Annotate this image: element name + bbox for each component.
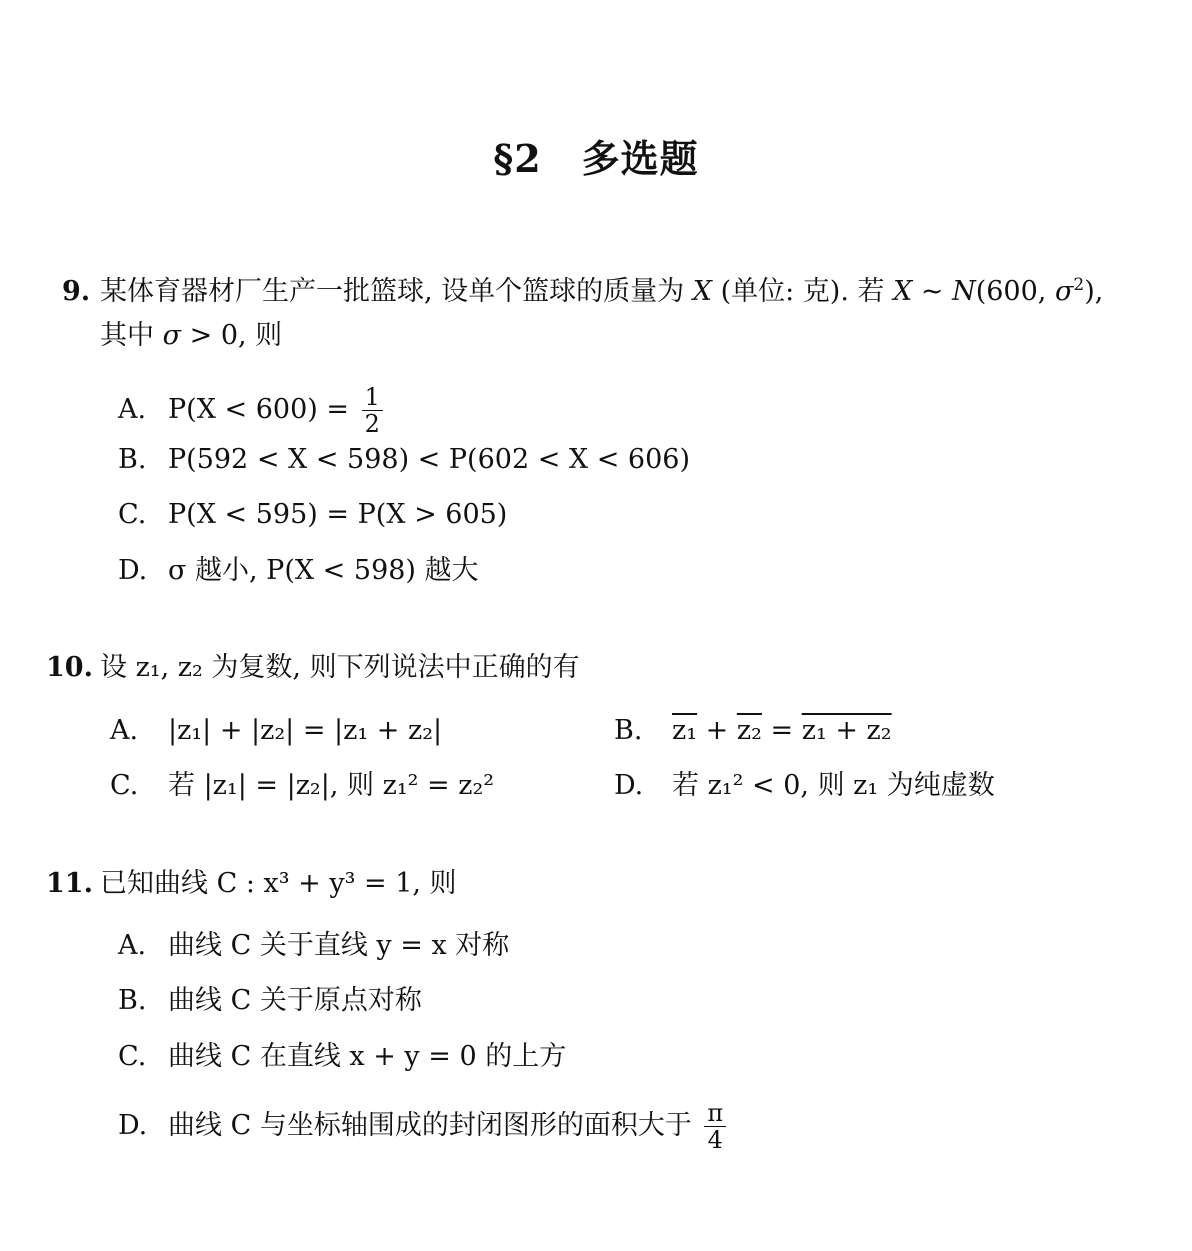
option-label: C. xyxy=(118,499,147,530)
math-var: σ xyxy=(162,320,182,351)
stem-text: (单位: 克). 若 xyxy=(711,276,894,307)
question-number: 11. xyxy=(46,868,93,899)
denominator: 2 xyxy=(364,410,380,438)
option-label: B. xyxy=(118,444,147,475)
math-var: N xyxy=(952,276,976,307)
option-label: D. xyxy=(614,770,644,801)
section-number: §2 xyxy=(493,136,542,181)
option-label: D. xyxy=(118,555,148,586)
option-c xyxy=(110,766,494,806)
numerator: π xyxy=(704,1100,726,1127)
option-text: 曲线 C 关于原点对称 xyxy=(168,985,422,1016)
option-a xyxy=(118,384,383,437)
math-var: X xyxy=(692,276,712,307)
stem-text: ), xyxy=(1084,276,1104,307)
math-op: + xyxy=(697,715,737,746)
question-number: 9. xyxy=(62,276,91,307)
option-c xyxy=(118,1037,566,1077)
math-var: σ xyxy=(1054,276,1074,307)
option-text: 曲线 C 关于直线 y = x 对称 xyxy=(168,930,510,961)
conjugate-z1: z₁ xyxy=(672,715,698,746)
option-text: P(X < 595) = P(X > 605) xyxy=(168,499,508,530)
question-number: 10. xyxy=(46,652,93,683)
option-a xyxy=(118,926,509,966)
option-label: B. xyxy=(614,715,643,746)
fraction xyxy=(704,1100,726,1153)
option-text: 曲线 C 在直线 x + y = 0 的上方 xyxy=(168,1041,567,1072)
option-a xyxy=(110,711,442,751)
option-d xyxy=(118,1100,726,1153)
option-d xyxy=(614,766,995,806)
option-c xyxy=(118,495,507,535)
stem-text: > 0, 则 xyxy=(181,320,283,351)
option-text: 曲线 C 与坐标轴围成的封闭图形的面积大于 xyxy=(168,1110,701,1141)
option-d xyxy=(118,551,479,591)
option-label: A. xyxy=(110,715,139,746)
option-text: 若 |z₁| = |z₂|, 则 z₁² = z₂² xyxy=(168,770,495,801)
question-stem: 已知曲线 C : x³ + y³ = 1, 则 xyxy=(100,868,457,899)
math-sup: 2 xyxy=(1073,275,1085,295)
stem-text: 某体育器材厂生产一批篮球, 设单个篮球的质量为 xyxy=(100,276,693,307)
option-label: C. xyxy=(118,1041,147,1072)
denominator: 4 xyxy=(707,1126,723,1154)
option-b xyxy=(118,981,422,1021)
question-stem: 设 z₁, z₂ 为复数, 则下列说法中正确的有 xyxy=(100,652,580,683)
option-label: B. xyxy=(118,985,147,1016)
option-b xyxy=(614,711,892,751)
stem-text: 其中 xyxy=(100,320,163,351)
stem-text: (600, xyxy=(975,276,1055,307)
math-op: = xyxy=(761,715,802,746)
fraction xyxy=(362,384,383,437)
option-b xyxy=(118,440,690,480)
question-stem-line1 xyxy=(100,270,1103,314)
option-label: A. xyxy=(118,394,147,425)
option-label: D. xyxy=(118,1110,148,1141)
option-text: P(592 < X < 598) < P(602 < X < 606) xyxy=(168,444,690,475)
conjugate-z2: z₂ xyxy=(736,715,762,746)
math-var: X xyxy=(893,276,913,307)
option-text: 若 z₁² < 0, 则 z₁ 为纯虚数 xyxy=(672,770,995,801)
conjugate-sum: z₁ + z₂ xyxy=(801,715,892,746)
option-text: P(X < 600) = xyxy=(168,394,358,425)
option-text: |z₁| + |z₂| = |z₁ + z₂| xyxy=(168,715,443,746)
question-stem-line2 xyxy=(100,314,282,358)
math-op: ~ xyxy=(912,276,953,307)
option-text: σ 越小, P(X < 598) 越大 xyxy=(168,555,479,586)
option-label: C. xyxy=(110,770,139,801)
section-heading: 多选题 xyxy=(581,136,699,181)
section-title xyxy=(0,128,1192,183)
option-label: A. xyxy=(118,930,147,961)
numerator: 1 xyxy=(362,384,383,411)
